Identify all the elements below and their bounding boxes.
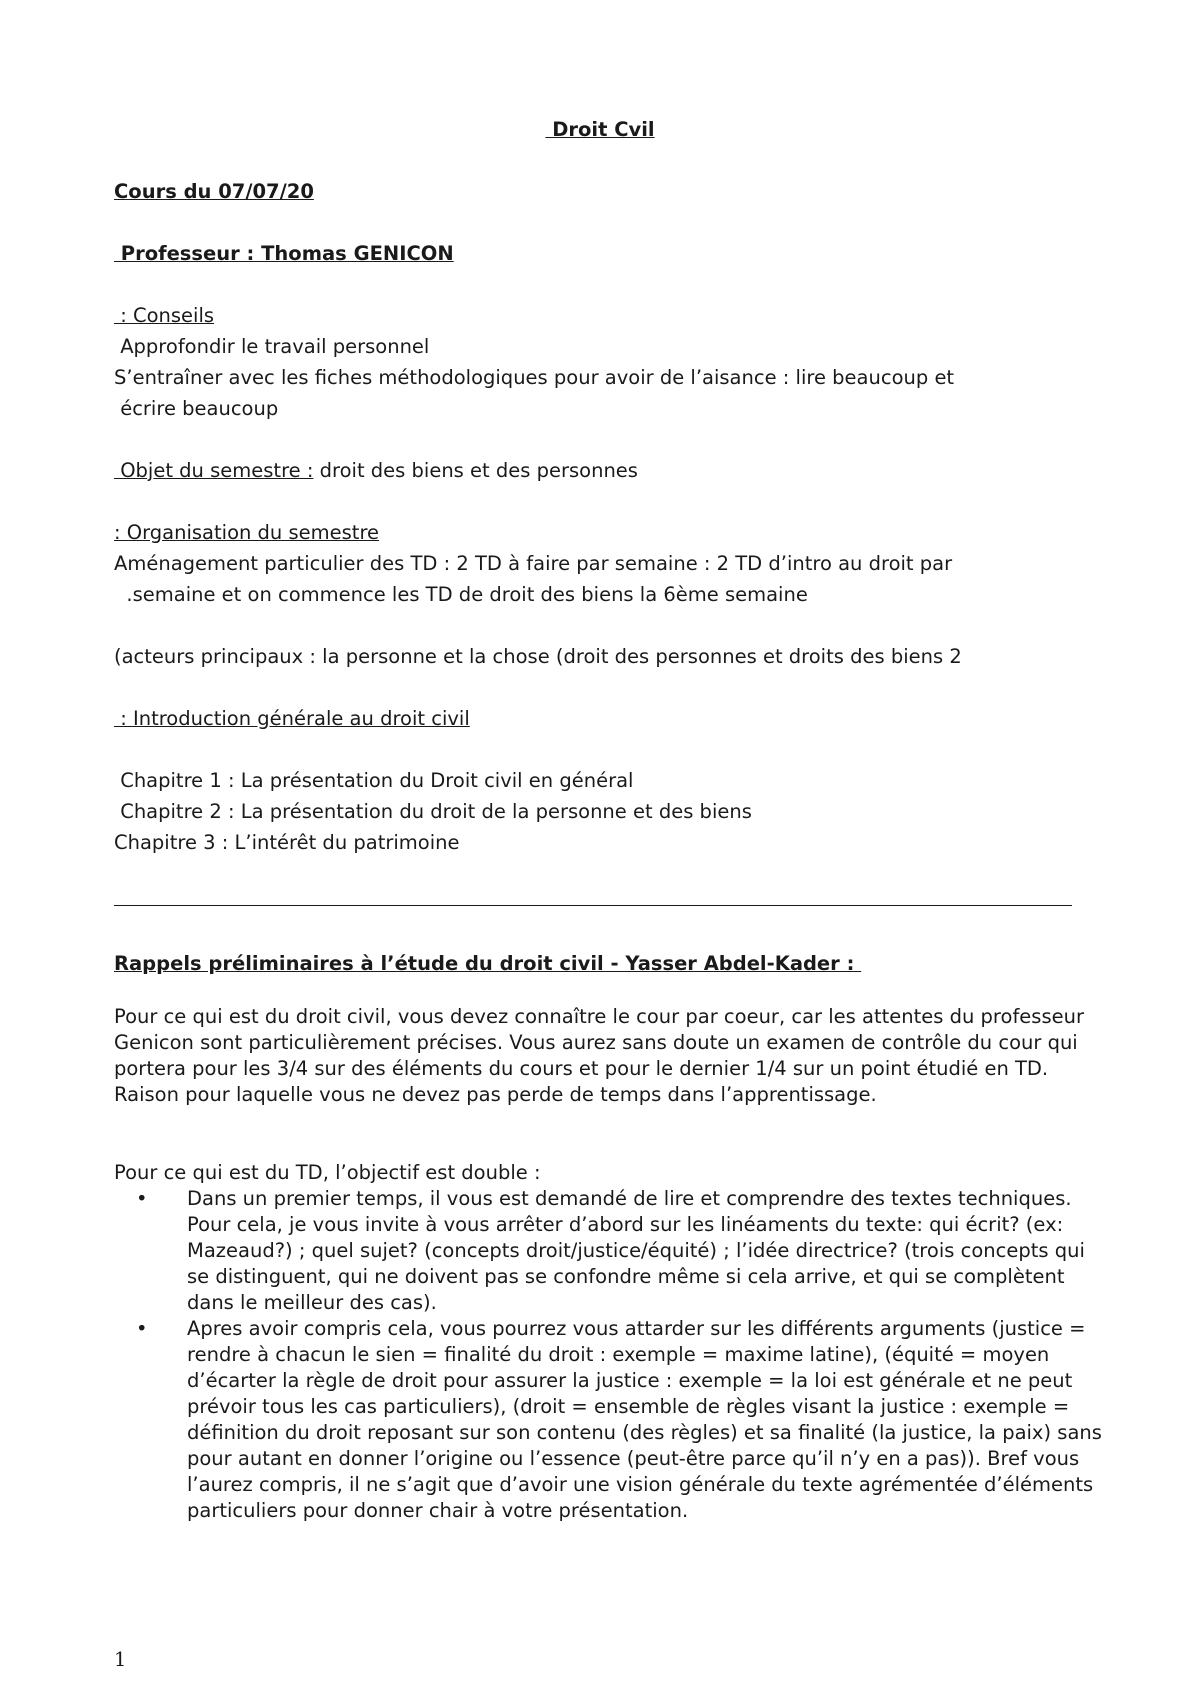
document-title: Droit Cvil (545, 118, 655, 141)
rappels-heading: Rappels préliminaires à l’étude du droit civil - Yasser Abdel-Kader : (114, 952, 862, 975)
rappels-paragraph: Pour ce qui est du droit civil, vous devez connaître le cour par coeur, car les attentes du professeur Genicon sont particulièrement précises. Vous aurez sans doute un examen de contrôle du cour qui portera pour les 3/4 sur des éléments du cours et pour le dernier 1/4 sur un point étudié en TD. Raison pour laquelle vous ne devez pas perde de temps dans l’apprentissage. (114, 1005, 1084, 1106)
objet-label: Objet du semestre : (114, 459, 314, 482)
page-number: 1 (114, 1648, 127, 1671)
organisation-heading: : Organisation du semestre (114, 521, 380, 544)
td-objectives-list (114, 1186, 1104, 1524)
list-item (114, 1186, 1104, 1316)
chapter-item: Chapitre 2 : La présentation du droit de la personne et des biens (114, 800, 752, 823)
acteurs-line: (acteurs principaux : la personne et la chose (droit des personnes et droits des biens 2 (114, 645, 962, 668)
td-intro-paragraph: Pour ce qui est du TD, l’objectif est double : (114, 1161, 541, 1184)
organisation-line: Aménagement particulier des TD : 2 TD à faire par semaine : 2 TD d’intro au droit par (114, 552, 953, 575)
professor-line: Professeur : Thomas GENICON (114, 242, 454, 265)
list-item-text: Dans un premier temps, il vous est demandé de lire et comprendre des textes techniques. Pour cela, je vous invite à vous arrêter d’abord sur les linéaments du texte: qui écrit? (ex: Mazeaud?) ; quel sujet? (concepts droit/justice/équité) ; l’idée directrice? (trois concepts qui se distinguent, qui ne doivent pas se confondre même si cela arrive, et qui se complètent dans le meilleur des cas). (187, 1187, 1085, 1314)
conseils-heading: : Conseils (114, 304, 215, 327)
bullet-icon: • (136, 1187, 148, 1210)
conseils-line: S’entraîner avec les fiches méthodologiques pour avoir de l’aisance : lire beaucoup et (114, 366, 955, 389)
organisation-line: .semaine et on commence les TD de droit des biens la 6ème semaine (114, 583, 808, 606)
chapter-item: Chapitre 1 : La présentation du Droit civil en général (114, 769, 634, 792)
objet-text: droit des biens et des personnes (313, 459, 638, 482)
list-item-text: Apres avoir compris cela, vous pourrez vous attarder sur les différents arguments (justice = rendre à chacun le sien = finalité du droit : exemple = maxime latine), (équité = moyen d’écarter la règle de droit pour assurer la justice : exemple = la loi est générale et ne peut prévoir tous les cas particuliers), (droit = ensemble de règles visant la justice : exemple = définition du droit reposant sur son contenu (des règles) et sa finalité (la justice, la paix) sans pour autant en donner l’origine ou l’essence (peut-être parce qu’il n’y en a pas)). Bref vous l’aurez compris, il ne s’agit que d’avoir une vision générale du texte agrémentée d’éléments particuliers pour donner chair à votre présentation. (187, 1317, 1102, 1522)
conseils-line: Approfondir le travail personnel (114, 335, 430, 358)
bullet-icon: • (136, 1317, 148, 1340)
chapter-item: Chapitre 3 : L’intérêt du patrimoine (114, 831, 460, 854)
section-divider (114, 905, 1072, 906)
objet-line (114, 459, 638, 483)
introduction-heading: : Introduction générale au droit civil (114, 707, 470, 730)
course-date: Cours du 07/07/20 (114, 180, 314, 203)
list-item (114, 1316, 1104, 1524)
conseils-line: écrire beaucoup (114, 397, 279, 420)
